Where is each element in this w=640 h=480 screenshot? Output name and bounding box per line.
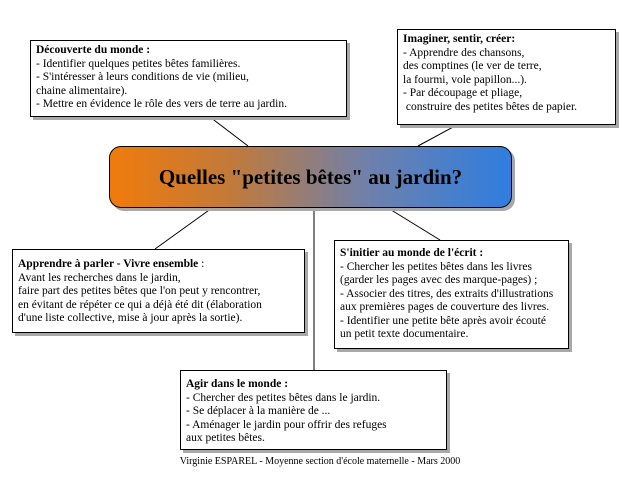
box-title: Agir dans le monde :: [186, 378, 289, 390]
box-title: S'initier au monde de l'écrit :: [340, 247, 484, 259]
connector-ecrit: [388, 208, 440, 240]
box-line: faire part des petites bêtes que l'on peut y rencontrer,: [18, 285, 261, 297]
connector-parler: [155, 208, 212, 249]
box-line: aux premières pages de couverture des livres.: [340, 301, 550, 313]
box-line: - Aménager le jardin pour offrir des refuges: [186, 418, 387, 431]
box-line: construire des petites bêtes de papier.: [403, 100, 578, 113]
box-line: - Associer des titres, des extraits d'illustrations: [340, 287, 554, 300]
box-title-line: [18, 258, 299, 272]
box-line: en évitant de répéter ce qui a déjà été dit (élaboration: [18, 298, 262, 311]
box-line: aux petites bêtes.: [186, 432, 265, 444]
box-line: un petit texte documentaire.: [340, 328, 469, 340]
box-line: - Apprendre des chansons,: [403, 46, 525, 59]
box-agir-dans-le-monde: [180, 370, 447, 450]
central-title: Quelles "petites bêtes" au jardin?: [158, 164, 463, 189]
box-decouverte-du-monde: [30, 40, 347, 117]
box-line: chaine alimentaire).: [36, 84, 128, 97]
connector-decouverte: [210, 117, 248, 146]
box-apprendre-a-parler: [12, 249, 305, 333]
box-title: Apprendre à parler - Vivre ensemble: [18, 258, 199, 270]
box-line: - Se déplacer à la manière de ...: [186, 405, 331, 417]
central-title-box: [109, 146, 512, 208]
box-line: - Chercher des petites bêtes dans le jardin.: [186, 391, 381, 404]
box-line: - S'intéresser à leurs conditions de vie (milieu,: [36, 71, 249, 83]
box-title: Découverte du monde :: [36, 44, 151, 56]
footer-credit: Virginie ESPAREL - Moyenne section d'école maternelle - Mars 2000: [179, 456, 461, 467]
box-title: Imaginer, sentir, créer:: [403, 33, 516, 45]
box-line: - Mettre en évidence le rôle des vers de terre au jardin.: [36, 98, 287, 110]
box-line: - Par découpage et pliage,: [403, 87, 523, 99]
box-line: des comptines (le ver de terre,: [403, 60, 542, 72]
box-imaginer-sentir-creer: [397, 29, 616, 125]
box-title-suffix: :: [198, 258, 205, 270]
box-line: la fourmi, vole papillon...).: [403, 73, 527, 86]
box-line: (garder les pages avec des marque-pages) ;: [340, 274, 538, 286]
box-line: Avant les recherches dans le jardin,: [18, 271, 181, 284]
box-monde-de-l-ecrit: [334, 240, 569, 349]
box-line: - Chercher les petites bêtes dans les livres: [340, 260, 532, 273]
box-line: d'une liste collective, mise à jour après la sortie).: [18, 312, 243, 324]
box-line: - Identifier une petite bête après avoir écouté: [340, 314, 546, 327]
connector-imaginer: [418, 126, 455, 146]
box-line: - Identifier quelques petites bêtes familières.: [36, 57, 241, 70]
